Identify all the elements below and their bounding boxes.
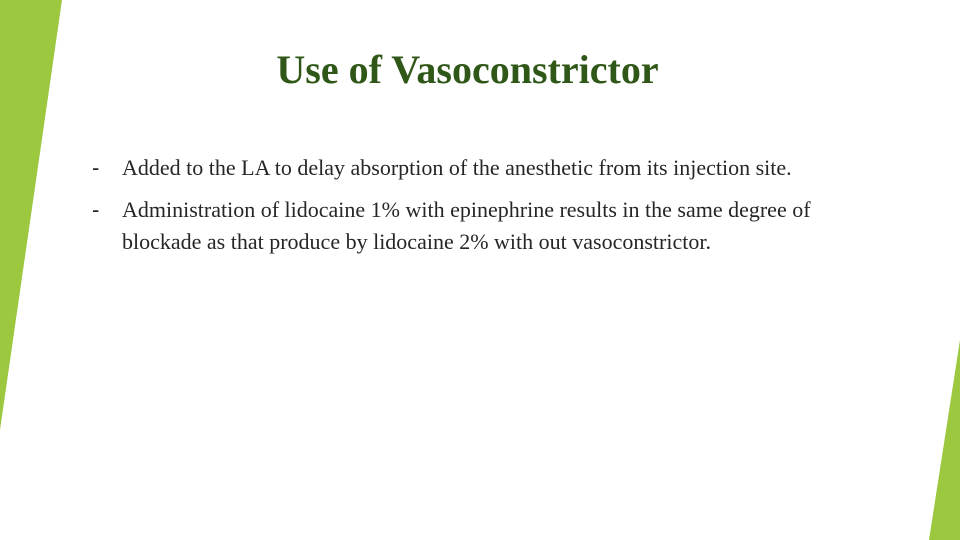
bullet-text: Added to the LA to delay absorption of the anesthetic from its injection site. [122, 155, 792, 180]
bullet-item [92, 194, 882, 258]
bullet-marker: - [92, 197, 100, 222]
bullet-marker: - [92, 155, 100, 180]
bullet-list [92, 152, 882, 268]
right-accent-bar [929, 340, 960, 540]
bullet-item [92, 152, 882, 184]
slide-title: Use of Vasoconstrictor [276, 47, 659, 92]
bullet-text: Administration of lidocaine 1% with epinephrine results in the same degree of blockade as that produce by lidocaine 2% with out vasoconstrictor. [122, 197, 811, 254]
